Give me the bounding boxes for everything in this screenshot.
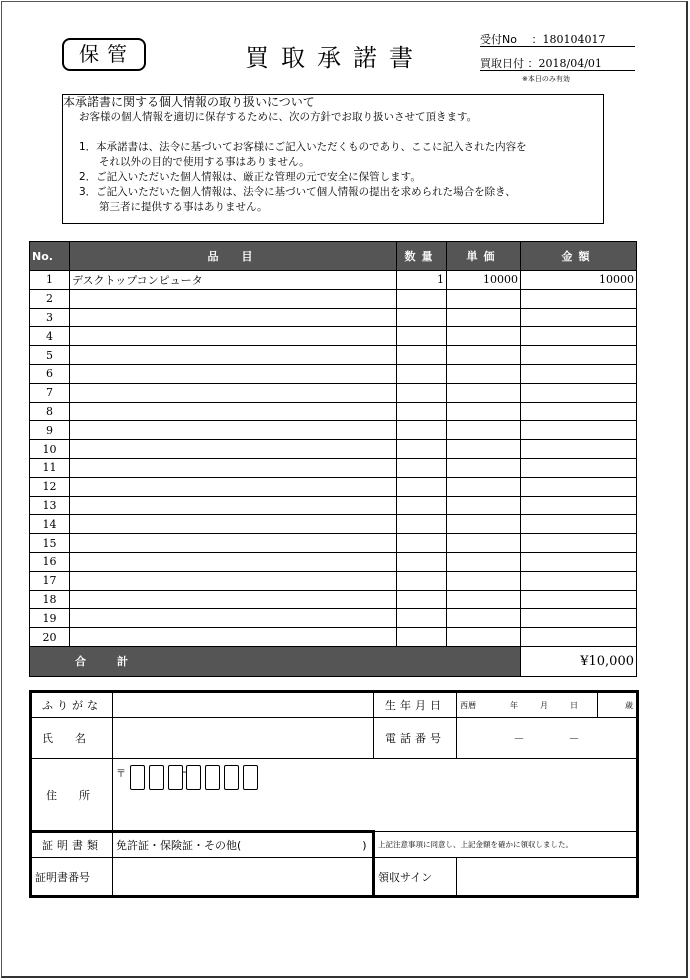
item-name-cell[interactable] (70, 571, 397, 590)
row-number: 8 (30, 402, 70, 421)
qty-cell[interactable] (397, 609, 447, 628)
items-table (29, 241, 637, 677)
price-cell[interactable] (447, 534, 521, 553)
price-cell[interactable] (447, 515, 521, 534)
qty-cell[interactable] (397, 289, 447, 308)
qty-cell[interactable] (397, 590, 447, 609)
price-cell[interactable]: 10000 (447, 271, 521, 290)
header-qty: 数量 (397, 242, 447, 271)
row-number: 7 (30, 383, 70, 402)
amount-cell[interactable] (521, 458, 637, 477)
amount-cell[interactable]: 10000 (521, 271, 637, 290)
storage-stamp: 保管 (62, 38, 146, 71)
row-number: 6 (30, 364, 70, 383)
price-cell[interactable] (447, 571, 521, 590)
furigana-label: ふりがな (31, 692, 113, 718)
zip-box[interactable] (243, 765, 258, 790)
sign-label: 領収サイン (374, 858, 457, 897)
row-number: 15 (30, 534, 70, 553)
zip-box[interactable] (168, 765, 183, 790)
price-cell[interactable] (447, 308, 521, 327)
amount-cell[interactable] (521, 402, 637, 421)
table-row (30, 308, 637, 327)
row-number: 10 (30, 440, 70, 459)
amount-cell[interactable] (521, 477, 637, 496)
qty-cell[interactable] (397, 515, 447, 534)
item-name-cell[interactable] (70, 327, 397, 346)
price-cell[interactable] (447, 364, 521, 383)
row-number: 18 (30, 590, 70, 609)
row-number: 4 (30, 327, 70, 346)
qty-cell[interactable] (397, 327, 447, 346)
table-row (30, 628, 637, 647)
zip-box[interactable] (186, 765, 201, 790)
item-name-cell[interactable] (70, 383, 397, 402)
row-number: 9 (30, 421, 70, 440)
item-name-cell[interactable] (70, 496, 397, 515)
privacy-notice (62, 94, 604, 224)
id-number-label: 証明書番号 (31, 858, 113, 897)
amount-cell[interactable] (521, 496, 637, 515)
zip-box[interactable] (205, 765, 220, 790)
valid-note: ※本日のみ有効 (522, 75, 570, 83)
zip-box[interactable] (224, 765, 239, 790)
row-number: 19 (30, 609, 70, 628)
price-cell[interactable] (447, 496, 521, 515)
amount-cell[interactable] (521, 609, 637, 628)
price-cell[interactable] (447, 327, 521, 346)
privacy-line: 2．ご記入いただいた個人情報は、厳正な管理の元で安全に保管します。 (79, 171, 421, 183)
price-cell[interactable] (447, 609, 521, 628)
table-row (30, 421, 637, 440)
qty-cell[interactable] (397, 496, 447, 515)
amount-cell[interactable] (521, 327, 637, 346)
qty-cell[interactable]: 1 (397, 271, 447, 290)
qty-cell[interactable] (397, 402, 447, 421)
item-name-cell[interactable] (70, 440, 397, 459)
table-row (30, 327, 637, 346)
total-label: 合 計 (30, 646, 521, 676)
qty-cell[interactable] (397, 308, 447, 327)
item-name-cell[interactable] (70, 421, 397, 440)
age-field[interactable]: 歳 (598, 692, 638, 718)
item-name-cell[interactable] (70, 628, 397, 647)
qty-cell[interactable] (397, 628, 447, 647)
table-row (30, 609, 637, 628)
privacy-heading: 本承諾書に関する個人情報の取り扱いについて (63, 95, 315, 109)
qty-cell[interactable] (397, 552, 447, 571)
name-field[interactable] (113, 718, 374, 759)
sign-field[interactable] (457, 858, 638, 897)
row-number: 20 (30, 628, 70, 647)
row-number: 13 (30, 496, 70, 515)
name-label: 氏 名 (31, 718, 113, 759)
table-row (30, 440, 637, 459)
privacy-line: 1．本承諾書は、法令に基づいてお客様にご記入いただくものであり、ここに記入された内容を (79, 141, 527, 153)
amount-cell[interactable] (521, 515, 637, 534)
phone-label: 電話番号 (374, 718, 457, 759)
price-cell[interactable] (447, 458, 521, 477)
privacy-line: それ以外の目的で使用する事はありません。 (99, 156, 310, 168)
price-cell[interactable] (447, 383, 521, 402)
document-title: 買取承諾書 (245, 44, 425, 72)
total-row (30, 646, 637, 676)
table-row (30, 534, 637, 553)
amount-cell[interactable] (521, 289, 637, 308)
zip-box[interactable] (149, 765, 164, 790)
row-number: 12 (30, 477, 70, 496)
postal-mark-icon: 〒 (116, 769, 126, 780)
furigana-field[interactable] (113, 692, 374, 718)
phone-field[interactable]: － － (457, 718, 638, 759)
amount-cell[interactable] (521, 590, 637, 609)
amount-cell[interactable] (521, 346, 637, 365)
price-cell[interactable] (447, 552, 521, 571)
amount-cell[interactable] (521, 364, 637, 383)
id-number-field[interactable] (113, 858, 374, 897)
price-cell[interactable] (447, 346, 521, 365)
row-number: 11 (30, 458, 70, 477)
amount-cell[interactable] (521, 308, 637, 327)
item-name-cell[interactable] (70, 609, 397, 628)
qty-cell[interactable] (397, 421, 447, 440)
total-amount: ¥10,000 (521, 646, 637, 676)
item-name-cell[interactable] (70, 402, 397, 421)
id-type-label: 証明書類 (31, 832, 113, 858)
item-name-cell[interactable] (70, 552, 397, 571)
amount-cell[interactable] (521, 421, 637, 440)
amount-cell[interactable] (521, 534, 637, 553)
item-name-cell[interactable] (70, 477, 397, 496)
table-row (30, 271, 637, 290)
item-name-cell[interactable]: デスクトップコンピュータ (70, 271, 397, 290)
qty-cell[interactable] (397, 571, 447, 590)
id-type-field[interactable]: 免許証・保険証・その他( ) (113, 832, 374, 858)
qty-cell[interactable] (397, 440, 447, 459)
price-cell[interactable] (447, 402, 521, 421)
table-row (30, 496, 637, 515)
birth-label: 生年月日 (374, 692, 457, 718)
row-number: 3 (30, 308, 70, 327)
item-name-cell[interactable] (70, 534, 397, 553)
table-row (30, 364, 637, 383)
item-name-cell[interactable] (70, 346, 397, 365)
price-cell[interactable] (447, 628, 521, 647)
privacy-line: 第三者に提供する事はありません。 (99, 201, 268, 213)
consent-text: 上記注意事項に同意し、上記金額を確かに領収しました。 (374, 832, 638, 858)
zip-box[interactable] (130, 765, 145, 790)
price-cell[interactable] (447, 289, 521, 308)
table-row (30, 571, 637, 590)
address-label: 住 所 (31, 759, 113, 832)
header-item: 品 目 (70, 242, 397, 271)
row-number: 1 (30, 271, 70, 290)
privacy-intro: お客様の個人情報を適切に保存するために、次の方針でお取り扱いさせて頂きます。 (79, 111, 478, 123)
qty-cell[interactable] (397, 477, 447, 496)
customer-form (29, 690, 639, 898)
item-name-cell[interactable] (70, 515, 397, 534)
qty-cell[interactable] (397, 383, 447, 402)
table-row (30, 458, 637, 477)
header-price: 単価 (447, 242, 521, 271)
address-field[interactable]: 〒 - (113, 759, 638, 832)
amount-cell[interactable] (521, 383, 637, 402)
header-no: No. (30, 242, 70, 271)
amount-cell[interactable] (521, 552, 637, 571)
row-number: 5 (30, 346, 70, 365)
item-name-cell[interactable] (70, 590, 397, 609)
birth-field[interactable]: 西暦 年 月 日 (457, 692, 598, 718)
item-name-cell[interactable] (70, 458, 397, 477)
table-row (30, 590, 637, 609)
row-number: 2 (30, 289, 70, 308)
table-row (30, 515, 637, 534)
price-cell[interactable] (447, 421, 521, 440)
table-row (30, 383, 637, 402)
row-number: 16 (30, 552, 70, 571)
table-row (30, 346, 637, 365)
privacy-line: 3．ご記入いただいた個人情報は、法令に基づいて個人情報の提出を求められた場合を除き、 (79, 186, 516, 198)
item-name-cell[interactable] (70, 364, 397, 383)
receipt-number: 受付No ：180104017 (480, 31, 635, 47)
qty-cell[interactable] (397, 458, 447, 477)
row-number: 17 (30, 571, 70, 590)
item-name-cell[interactable] (70, 308, 397, 327)
price-cell[interactable] (447, 590, 521, 609)
amount-cell[interactable] (521, 571, 637, 590)
qty-cell[interactable] (397, 346, 447, 365)
purchase-date: 買取日付 ：2018/04/01 (480, 55, 635, 71)
header-amount: 金額 (521, 242, 637, 271)
qty-cell[interactable] (397, 534, 447, 553)
price-cell[interactable] (447, 477, 521, 496)
table-row (30, 402, 637, 421)
table-row (30, 552, 637, 571)
table-row (30, 477, 637, 496)
amount-cell[interactable] (521, 440, 637, 459)
price-cell[interactable] (447, 440, 521, 459)
qty-cell[interactable] (397, 364, 447, 383)
amount-cell[interactable] (521, 628, 637, 647)
table-row (30, 289, 637, 308)
row-number: 14 (30, 515, 70, 534)
item-name-cell[interactable] (70, 289, 397, 308)
